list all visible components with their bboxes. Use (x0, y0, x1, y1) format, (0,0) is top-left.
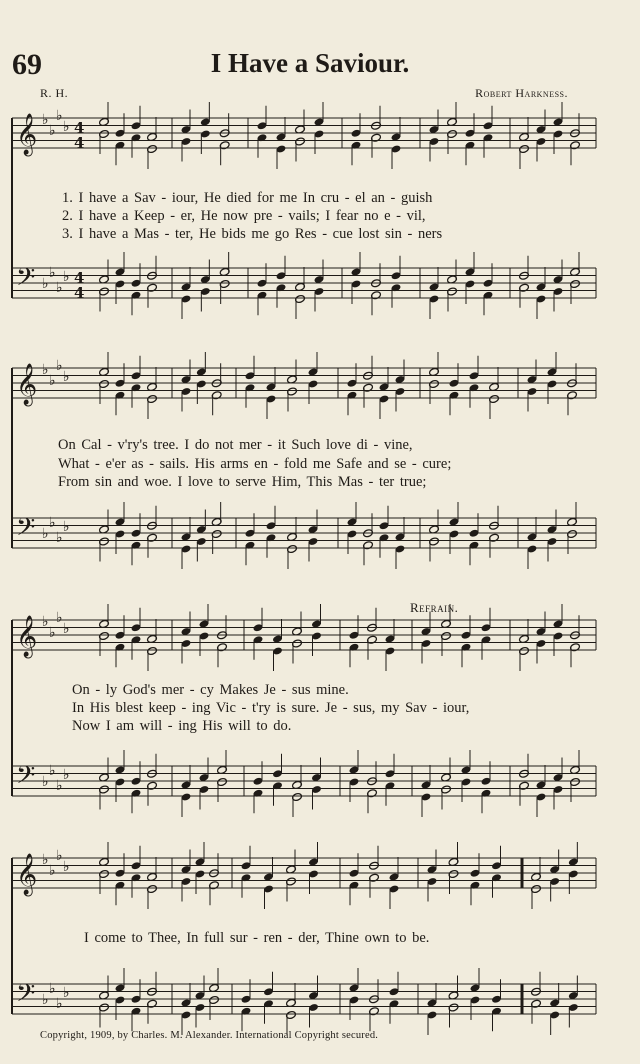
lyric-line: 3. I have a Mas - ter, He bids me go Res - cue lost sin - ners (62, 226, 443, 242)
flat-icon: ♭ (63, 767, 70, 783)
lyric-line: In His blest keep - ing Vic - t'ry is sure. Je - sus, my Sav - iour, (72, 700, 470, 716)
flat-icon: ♭ (42, 526, 49, 542)
treble-clef-icon: 𝄞 (16, 114, 38, 155)
hymn-number: 69 (12, 48, 42, 81)
flat-icon: ♭ (63, 519, 70, 535)
flat-icon: ♭ (49, 515, 56, 531)
time-signature: 4 (74, 134, 85, 152)
flat-icon: ♭ (56, 530, 63, 546)
flat-icon: ♭ (56, 996, 63, 1012)
time-signature: 4 (74, 284, 85, 302)
flat-icon: ♭ (49, 763, 56, 779)
treble-clef-icon: 𝄞 (16, 854, 38, 895)
flat-icon: ♭ (49, 265, 56, 281)
time-signature: 4 (74, 119, 85, 137)
flat-icon: ♭ (63, 985, 70, 1001)
flat-icon: ♭ (49, 625, 56, 641)
flat-icon: ♭ (42, 852, 49, 868)
lyric-line: On Cal - v'ry's tree. I do not mer - it Such love di - vine, (58, 437, 413, 453)
treble-clef-icon: 𝄞 (16, 364, 38, 405)
copyright-notice: Copyright, 1909, by Charles. M. Alexander. International Copyright secured. (40, 1030, 379, 1041)
flat-icon: ♭ (49, 123, 56, 139)
composer-credit: Robert Harkness. (475, 86, 568, 100)
lyric-line: 1. I have a Sav - iour, He died for me In cru - el an - guish (62, 190, 433, 206)
flat-icon: ♭ (63, 119, 70, 135)
flat-icon: ♭ (56, 358, 63, 374)
flat-icon: ♭ (42, 992, 49, 1008)
flat-icon: ♭ (56, 610, 63, 626)
flat-icon: ♭ (49, 981, 56, 997)
flat-icon: ♭ (49, 863, 56, 879)
bass-clef-icon: 𝄢 (16, 513, 36, 548)
lyric-line: I come to Thee, In full sur - ren - der, Thine own to be. (84, 930, 430, 946)
lyric-line: What - e'er as - sails. His arms en - fold me Safe and se - cure; (58, 456, 452, 472)
time-signature: 4 (74, 269, 85, 287)
flat-icon: ♭ (63, 859, 70, 875)
lyric-line: Now I am will - ing His will to do. (72, 718, 292, 734)
flat-icon: ♭ (63, 269, 70, 285)
flat-icon: ♭ (63, 369, 70, 385)
flat-icon: ♭ (49, 373, 56, 389)
flat-icon: ♭ (56, 108, 63, 124)
flat-icon: ♭ (42, 362, 49, 378)
bass-clef-icon: 𝄢 (16, 979, 36, 1014)
flat-icon: ♭ (42, 774, 49, 790)
flat-icon: ♭ (56, 280, 63, 296)
hymn-title: I Have a Saviour. (210, 48, 410, 78)
flat-icon: ♭ (63, 621, 70, 637)
lyricist-credit: R. H. (40, 86, 69, 100)
flat-icon: ♭ (42, 112, 49, 128)
treble-clef-icon: 𝄞 (16, 616, 38, 657)
lyric-line: On - ly God's mer - cy Makes Je - sus mine. (72, 682, 349, 698)
refrain-label: Refrain. (410, 600, 459, 615)
flat-icon: ♭ (56, 848, 63, 864)
flat-icon: ♭ (56, 778, 63, 794)
flat-icon: ♭ (42, 276, 49, 292)
lyric-line: 2. I have a Keep - er, He now pre - vails; I fear no e - vil, (62, 208, 426, 224)
lyric-line: From sin and woe. I love to serve Him, This Mas - ter true; (58, 474, 427, 490)
bass-clef-icon: 𝄢 (16, 761, 36, 796)
bass-clef-icon: 𝄢 (16, 263, 36, 298)
flat-icon: ♭ (42, 614, 49, 630)
